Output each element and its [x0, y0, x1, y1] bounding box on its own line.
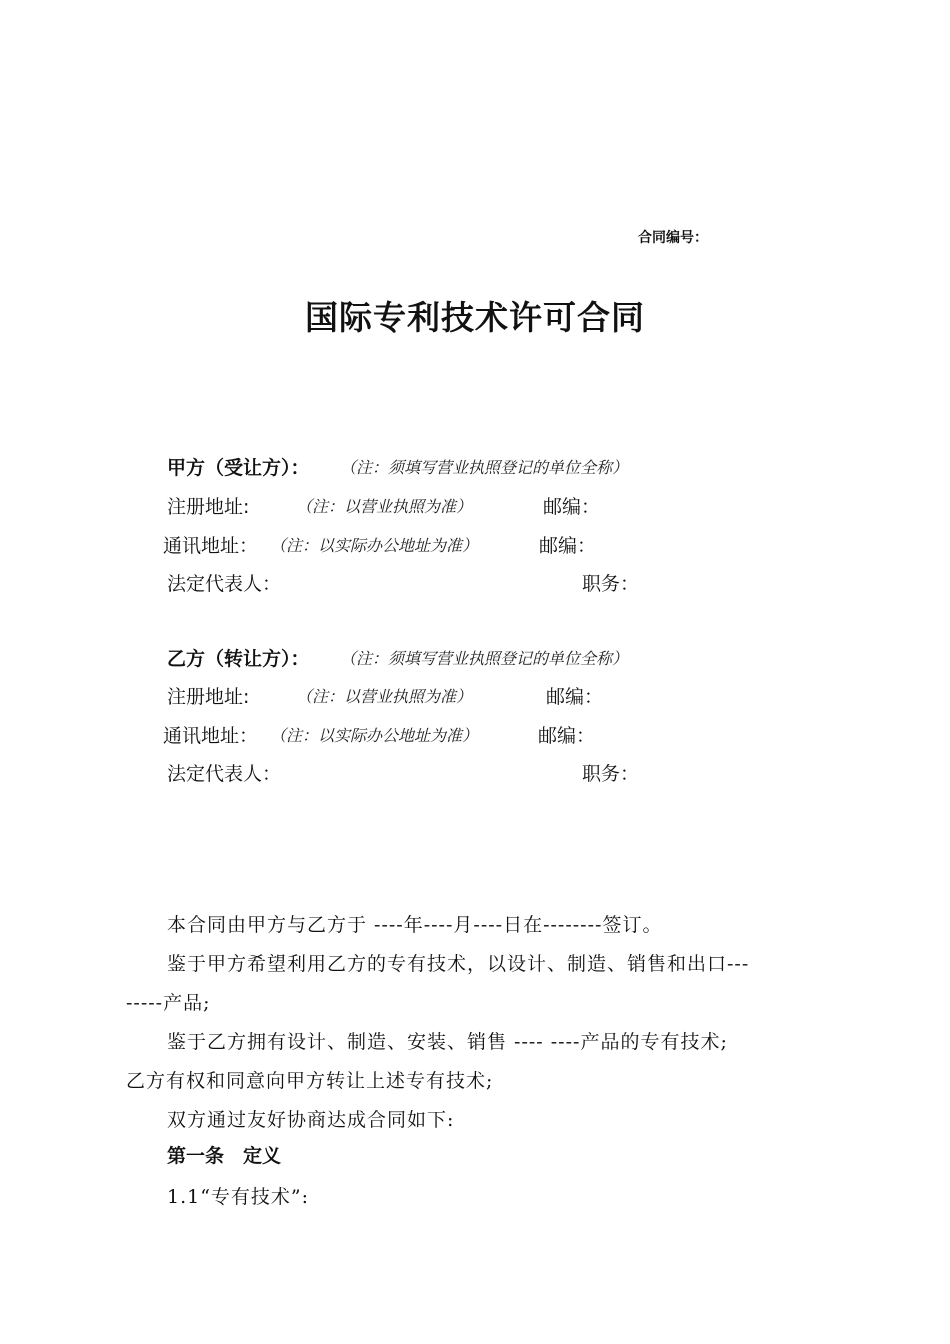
party-b-mail-address-note: （注：以实际办公地址为准）: [270, 726, 479, 745]
party-a-label: 甲方（受让方）：: [167, 457, 310, 479]
body-paragraph-2-line-1: 鉴于甲方希望利用乙方的专有技术，以设计、制造、销售和出口---: [167, 953, 750, 975]
party-b-position-label: 职务：: [582, 763, 640, 785]
body-paragraph-3-line-1: 鉴于乙方拥有设计、制造、安装、销售 ---- ----产品的专有技术;: [167, 1031, 728, 1053]
party-a-mail-address-note: （注：以实际办公地址为准）: [270, 536, 479, 555]
contract-number-label: 合同编号：: [638, 230, 708, 246]
body-paragraph-2-line-2: -----产品;: [126, 992, 211, 1014]
body-paragraph-1: 本合同由甲方与乙方于 ----年----月----日在--------签订。: [167, 914, 663, 936]
party-b-mail-address-label: 通讯地址：: [163, 725, 259, 747]
party-b-reg-address-label: 注册地址:: [167, 686, 250, 708]
clause-1-1: 1.1“专有技术”:: [167, 1186, 310, 1208]
party-a-reg-address-note: （注：以营业执照为准）: [296, 497, 473, 516]
party-a-name-note: （注：须填写营业执照登记的单位全称）: [340, 458, 629, 477]
party-a-reg-address-label: 注册地址:: [167, 496, 250, 518]
party-a-rep-label: 法定代表人：: [167, 573, 282, 595]
body-paragraph-4: 双方通过友好协商达成合同如下:: [167, 1109, 455, 1131]
party-b-name-note: （注：须填写营业执照登记的单位全称）: [340, 649, 629, 668]
body-paragraph-3-line-2: 乙方有权和同意向甲方转让上述专有技术;: [126, 1070, 494, 1092]
party-b-postcode-2-label: 邮编：: [538, 725, 596, 747]
page-title: 国际专利技术许可合同: [305, 298, 645, 337]
party-a-mail-address-label: 通讯地址：: [163, 535, 259, 557]
party-b-reg-address-note: （注：以营业执照为准）: [296, 687, 473, 706]
party-b-rep-label: 法定代表人：: [167, 763, 282, 785]
party-a-postcode-1-label: 邮编：: [543, 496, 601, 518]
party-a-position-label: 职务：: [582, 573, 640, 595]
party-b-label: 乙方（转让方）：: [167, 648, 310, 670]
article-1-heading: 第一条 定义: [167, 1145, 282, 1167]
party-b-postcode-1-label: 邮编：: [546, 686, 604, 708]
party-a-postcode-2-label: 邮编：: [539, 535, 597, 557]
